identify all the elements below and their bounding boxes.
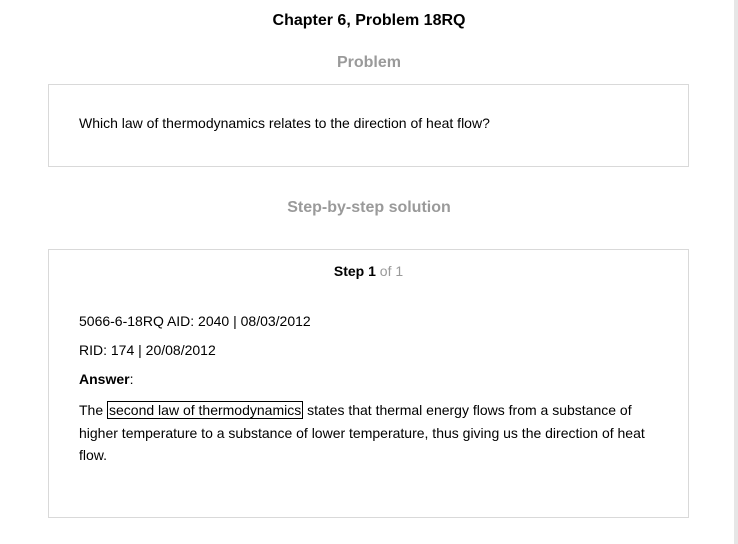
meta-line-rid: RID: 174 | 20/08/2012 bbox=[79, 342, 216, 358]
step-label: Step bbox=[333, 263, 365, 279]
answer-prefix: The bbox=[79, 402, 108, 418]
step-total: of 1 bbox=[379, 263, 404, 279]
answer-rest: states that thermal energy flows from a substance of higher temperature to a substance of lower temperature, thus giving us the direction of heat flow. bbox=[79, 402, 645, 463]
solution-heading: Step-by-step solution bbox=[287, 199, 451, 216]
step-header bbox=[49, 263, 688, 279]
page-title: Chapter 6, Problem 18RQ bbox=[272, 12, 466, 29]
problem-text: Which law of thermodynamics relates to the direction of heat flow? bbox=[79, 115, 490, 131]
answer-highlight: second law of thermodynamics bbox=[109, 402, 302, 418]
step-number: 1 bbox=[368, 263, 376, 279]
problem-box bbox=[48, 84, 689, 167]
page-right-edge bbox=[734, 0, 738, 544]
answer-text bbox=[79, 399, 669, 467]
meta-line-aid: 5066-6-18RQ AID: 2040 | 08/03/2012 bbox=[79, 313, 311, 329]
problem-heading: Problem bbox=[336, 54, 401, 71]
answer-colon: : bbox=[129, 371, 134, 387]
answer-heading bbox=[79, 371, 133, 387]
solution-box bbox=[48, 249, 689, 518]
answer-label: Answer bbox=[79, 371, 130, 387]
